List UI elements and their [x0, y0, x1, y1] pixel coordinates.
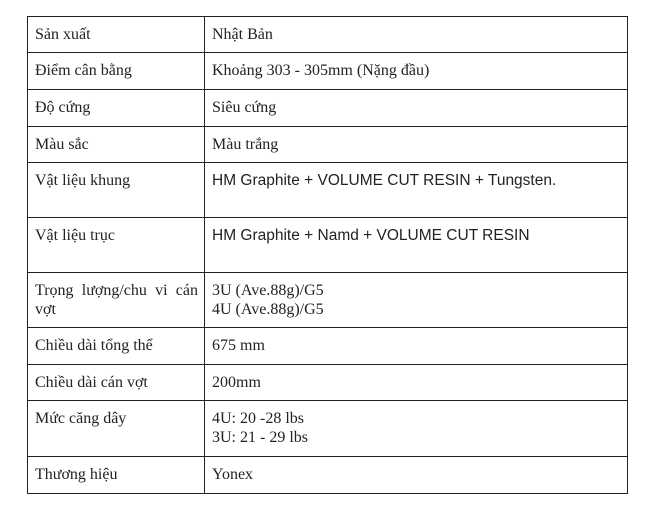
value-line: 3U (Ave.88g)/G5	[212, 282, 324, 299]
row-value	[205, 457, 628, 494]
row-value	[205, 90, 628, 127]
row-label: Thương hiệu	[28, 457, 205, 494]
table-row	[28, 365, 628, 401]
row-label: Điểm cân bằng	[28, 53, 205, 90]
table-row	[28, 457, 628, 494]
row-value	[205, 163, 628, 218]
table-row	[28, 90, 628, 127]
row-value	[205, 365, 628, 401]
table-row	[28, 127, 628, 163]
table-row	[28, 401, 628, 457]
value-line: Nhật Bản	[212, 26, 273, 43]
value-line: HM Graphite + Namd + VOLUME CUT RESIN	[212, 227, 530, 244]
value-line: Khoảng 303 - 305mm (Nặng đầu)	[212, 62, 430, 79]
value-line: Siêu cứng	[212, 99, 277, 116]
value-line: Yonex	[212, 466, 254, 483]
row-value	[205, 218, 628, 273]
row-value	[205, 328, 628, 365]
value-line: Màu trắng	[212, 136, 279, 153]
row-value	[205, 401, 628, 457]
row-label: Sản xuất	[28, 17, 205, 53]
row-value	[205, 127, 628, 163]
table-row	[28, 163, 628, 218]
row-label: Vật liệu trục	[28, 218, 205, 273]
row-label: Màu sắc	[28, 127, 205, 163]
row-value	[205, 17, 628, 53]
table-row	[28, 273, 628, 328]
row-label: Trọng lượng/chu vi cán vợt	[28, 273, 205, 328]
table-row	[28, 17, 628, 53]
row-label: Độ cứng	[28, 90, 205, 127]
row-label: Chiều dài tổng thể	[28, 328, 205, 365]
value-line: HM Graphite + VOLUME CUT RESIN + Tungsten.	[212, 172, 557, 189]
table-row	[28, 218, 628, 273]
table-row	[28, 53, 628, 90]
value-line: 675 mm	[212, 337, 265, 354]
value-line: 4U: 20 -28 lbs	[212, 410, 304, 427]
row-label: Vật liệu khung	[28, 163, 205, 218]
value-line: 3U: 21 - 29 lbs	[212, 429, 308, 446]
value-line: 200mm	[212, 374, 261, 391]
row-value	[205, 273, 628, 328]
row-label: Chiều dài cán vợt	[28, 365, 205, 401]
row-label: Mức căng dây	[28, 401, 205, 457]
spec-table	[27, 16, 628, 494]
value-line: 4U (Ave.88g)/G5	[212, 301, 324, 318]
row-value	[205, 53, 628, 90]
table-row	[28, 328, 628, 365]
